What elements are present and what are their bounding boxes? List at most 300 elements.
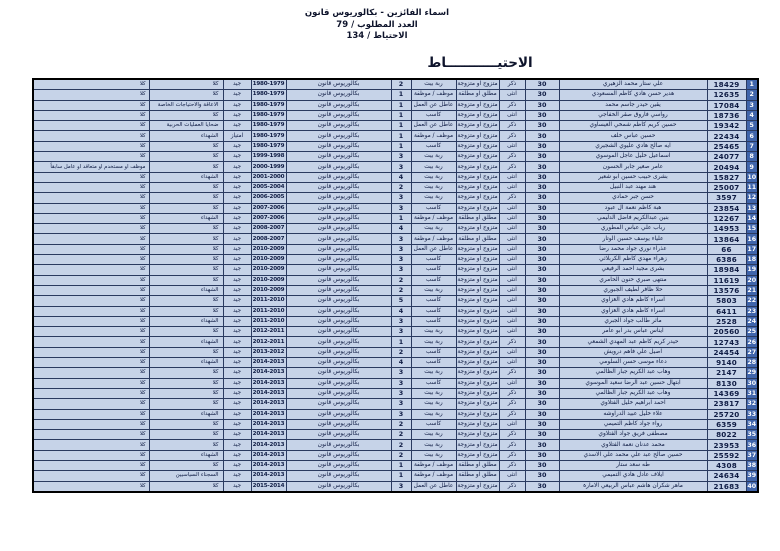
cell-graduation-years: 2005-2004: [251, 182, 286, 192]
cell-count: 1: [391, 110, 411, 120]
cell-category: كلا: [149, 90, 223, 100]
cell-age: 30: [525, 172, 559, 182]
table-row: [33, 430, 758, 440]
cell-row-number: 38: [747, 462, 757, 470]
cell-note: كلا: [33, 368, 149, 378]
cell-name: محمد عدنان نعمة الفتلاوي: [559, 440, 707, 450]
cell-note: كلا: [33, 182, 149, 192]
cell-gender: ذكر: [499, 79, 525, 90]
cell-marital-status: متزوج او متزوجة: [456, 152, 499, 162]
cell-gender: انثى: [499, 358, 525, 368]
cell-category: كلا: [149, 388, 223, 398]
cell-note: كلا: [33, 152, 149, 162]
cell-note: كلا: [33, 100, 149, 110]
cell-name: احمد ابراهيم خليل الفتلاوي: [559, 399, 707, 409]
cell-category: كلا: [149, 110, 223, 120]
cell-occupation: كاسب: [411, 110, 456, 120]
cell-row-number: 13: [747, 204, 757, 212]
cell-category: كلا: [149, 193, 223, 203]
cell-marital-status: متزوج او متزوجة: [456, 285, 499, 295]
cell-marital-status: متزوج او متزوجة: [456, 347, 499, 357]
cell-degree: بكالوريوس قانون: [286, 182, 391, 192]
cell-marital-status: متزوج او متزوجة: [456, 131, 499, 141]
cell-name: رباب علي عباس المطوري: [559, 224, 707, 234]
cell-graduation-years: 1980-1979: [251, 90, 286, 100]
cell-grade: جيد: [223, 440, 251, 450]
cell-degree: بكالوريوس قانون: [286, 110, 391, 120]
cell-graduation-years: 2010-2009: [251, 275, 286, 285]
cell-occupation: كاسب: [411, 358, 456, 368]
cell-count: 2: [391, 285, 411, 295]
cell-note: كلا: [33, 337, 149, 347]
table-row: [33, 162, 758, 172]
cell-count: 1: [391, 337, 411, 347]
cell-id: 13864: [707, 234, 746, 244]
cell-gender: انثى: [499, 419, 525, 429]
cell-row-number: 31: [747, 390, 757, 398]
cell-marital-status: متزوج او متزوجة: [456, 141, 499, 151]
cell-row-number: 39: [747, 472, 757, 480]
table-row: [33, 347, 758, 357]
cell-occupation: كاسب: [411, 316, 456, 326]
cell-note: كلا: [33, 265, 149, 275]
cell-graduation-years: 1980-1979: [251, 121, 286, 131]
cell-occupation: ربة بيت: [411, 79, 456, 90]
cell-category: كلا: [149, 234, 223, 244]
table-row: [33, 378, 758, 388]
cell-graduation-years: 2011-2010: [251, 296, 286, 306]
cell-count: 3: [391, 316, 411, 326]
table-row: [33, 285, 758, 295]
cell-grade: جيد: [223, 296, 251, 306]
cell-category: كلا: [149, 296, 223, 306]
cell-note: كلا: [33, 224, 149, 234]
cell-id: 4308: [707, 460, 746, 470]
cell-id: 5803: [707, 296, 746, 306]
cell-gender: انثى: [499, 275, 525, 285]
cell-count: 3: [391, 162, 411, 172]
cell-count: 3: [391, 368, 411, 378]
cell-age: 30: [525, 162, 559, 172]
cell-note: كلا: [33, 203, 149, 213]
cell-marital-status: متزوج او متزوجة: [456, 182, 499, 192]
cell-category: كلا: [149, 182, 223, 192]
cell-degree: بكالوريوس قانون: [286, 460, 391, 470]
cell-count: 2: [391, 79, 411, 90]
document-title: اسماء الفائزين - بكالوريوس قانون: [304, 8, 450, 18]
cell-count: 3: [391, 378, 411, 388]
cell-marital-status: متزوج او متزوجة: [456, 244, 499, 254]
cell-age: 30: [525, 440, 559, 450]
cell-row-number: 9: [746, 162, 758, 172]
cell-gender: انثى: [499, 90, 525, 100]
cell-gender: ذكر: [499, 121, 525, 131]
cell-gender: ذكر: [499, 399, 525, 409]
cell-row-number: 34: [747, 420, 757, 428]
table-row: [33, 100, 758, 110]
cell-id: 2147: [707, 368, 746, 378]
cell-age: 30: [525, 131, 559, 141]
cell-occupation: موظف / موظفة: [411, 234, 456, 244]
table-row: [33, 327, 758, 337]
cell-age: 30: [525, 100, 559, 110]
cell-note: كلا: [33, 141, 149, 151]
cell-gender: ذكر: [499, 481, 525, 492]
cell-occupation: ربة بيت: [411, 399, 456, 409]
cell-degree: بكالوريوس قانون: [286, 121, 391, 131]
cell-degree: بكالوريوس قانون: [286, 409, 391, 419]
cell-name: علي ستار محمد الزهيري: [559, 79, 707, 90]
cell-category: الشهداء: [149, 316, 223, 326]
table-row: [33, 234, 758, 244]
cell-occupation: عاطل عن العمل: [411, 100, 456, 110]
cell-occupation: موظف / موظفة: [411, 90, 456, 100]
cell-note: كلا: [33, 378, 149, 388]
cell-marital-status: متزوج او متزوجة: [456, 100, 499, 110]
cell-marital-status: متزوج او متزوجة: [456, 368, 499, 378]
cell-occupation: ربة بيت: [411, 440, 456, 450]
cell-count: 3: [391, 388, 411, 398]
cell-category: كلا: [149, 327, 223, 337]
cell-gender: ذكر: [499, 430, 525, 440]
cell-gender: انثى: [499, 234, 525, 244]
cell-graduation-years: 2014-2013: [251, 450, 286, 460]
cell-count: 2: [391, 450, 411, 460]
cell-id: 8130: [707, 378, 746, 388]
cell-note: موظف او مستخدم او متعاقد او عامل سابقاً: [33, 162, 149, 172]
cell-row-number: 26: [747, 338, 757, 346]
cell-occupation: كاسب: [411, 141, 456, 151]
cell-row-number: 15: [747, 225, 757, 233]
cell-graduation-years: 2011-2010: [251, 306, 286, 316]
cell-marital-status: متزوج او متزوجة: [456, 162, 499, 172]
cell-degree: بكالوريوس قانون: [286, 162, 391, 172]
cell-category: الشهداء: [149, 409, 223, 419]
cell-row-number: 33: [747, 410, 757, 418]
cell-graduation-years: 2014-2013: [251, 388, 286, 398]
cell-graduation-years: 2015-2014: [251, 481, 286, 492]
cell-graduation-years: 1980-1979: [251, 79, 286, 90]
cell-graduation-years: 2014-2013: [251, 368, 286, 378]
cell-age: 30: [525, 460, 559, 470]
cell-id: 13576: [707, 285, 746, 295]
cell-note: كلا: [33, 347, 149, 357]
reserve-count-line: الاحتياط / 134: [346, 31, 408, 41]
cell-occupation: كاسب: [411, 419, 456, 429]
cell-degree: بكالوريوس قانون: [286, 399, 391, 409]
cell-occupation: كاسب: [411, 306, 456, 316]
cell-occupation: موظف / موظفة: [411, 460, 456, 470]
cell-name: ماهر شكران هاشم عباس الربيعي الامارة: [559, 481, 707, 492]
cell-grade: جيد: [223, 90, 251, 100]
cell-name: بشرى مجيد احمد الرفيعي: [559, 265, 707, 275]
cell-grade: جيد: [223, 79, 251, 90]
cell-name: رواء جواد كاظم التميمي: [559, 419, 707, 429]
cell-degree: بكالوريوس قانون: [286, 131, 391, 141]
cell-count: 3: [391, 193, 411, 203]
cell-marital-status: متزوج او متزوجة: [456, 110, 499, 120]
cell-occupation: كاسب: [411, 255, 456, 265]
cell-age: 30: [525, 430, 559, 440]
cell-gender: انثى: [499, 285, 525, 295]
cell-row-number: 27: [747, 348, 757, 356]
cell-category: كلا: [149, 203, 223, 213]
cell-row-number: 7: [746, 141, 758, 151]
cell-id: 24454: [707, 347, 746, 357]
cell-name: هبة كاظم نعمة ال عبود: [559, 203, 707, 213]
cell-name: رواسي فاروق صقر الخفاجي: [559, 110, 707, 120]
cell-name: بشرى حبيب حسين ابو شعير: [559, 172, 707, 182]
cell-age: 30: [525, 388, 559, 398]
cell-degree: بكالوريوس قانون: [286, 337, 391, 347]
cell-name: عامر صغير جابر الحسون: [559, 162, 707, 172]
cell-graduation-years: 2014-2013: [251, 378, 286, 388]
cell-age: 30: [525, 306, 559, 316]
cell-id: 9140: [707, 358, 746, 368]
cell-grade: جيد: [223, 347, 251, 357]
cell-grade: جيد: [223, 203, 251, 213]
cell-marital-status: متزوج او متزوجة: [456, 430, 499, 440]
cell-name: ايلاف عادل هادي التميمي: [559, 471, 707, 481]
cell-category: الشهداء: [149, 172, 223, 182]
cell-age: 30: [525, 358, 559, 368]
cell-gender: ذكر: [499, 460, 525, 470]
cell-degree: بكالوريوس قانون: [286, 172, 391, 182]
cell-id: 15827: [707, 172, 746, 182]
cell-degree: بكالوريوس قانون: [286, 296, 391, 306]
cell-id: 14369: [707, 388, 746, 398]
cell-grade: جيد: [223, 234, 251, 244]
cell-category: كلا: [149, 152, 223, 162]
cell-graduation-years: 1980-1979: [251, 110, 286, 120]
cell-marital-status: متزوج او متزوجة: [456, 306, 499, 316]
cell-gender: انثى: [499, 213, 525, 223]
cell-category: ضحايا العمليات الحربية: [149, 121, 223, 131]
cell-age: 30: [525, 182, 559, 192]
cell-age: 30: [525, 327, 559, 337]
cell-row-number: 14: [747, 215, 757, 222]
table-row: [33, 152, 758, 162]
cell-gender: ذكر: [499, 162, 525, 172]
cell-degree: بكالوريوس قانون: [286, 285, 391, 295]
cell-row-number: 37: [747, 451, 757, 459]
cell-gender: انثى: [499, 347, 525, 357]
cell-grade: جيد: [223, 399, 251, 409]
cell-name: منتهى صبري حنون الحامري: [559, 275, 707, 285]
table-row: [33, 481, 758, 492]
table-row: [33, 306, 758, 316]
cell-grade: جيد: [223, 162, 251, 172]
cell-grade: جيد: [223, 368, 251, 378]
cell-id: 12635: [707, 90, 746, 100]
cell-id: 25465: [707, 141, 746, 151]
cell-name: اسماعيل خليل عاجل الموسوي: [559, 152, 707, 162]
cell-occupation: موظف / موظفة: [411, 213, 456, 223]
cell-grade: جيد: [223, 306, 251, 316]
table-row: [33, 79, 758, 90]
cell-grade: جيد: [223, 182, 251, 192]
cell-grade: جيد: [223, 244, 251, 254]
cell-count: 1: [391, 213, 411, 223]
cell-category: كلا: [149, 224, 223, 234]
cell-id: 12743: [707, 337, 746, 347]
cell-gender: انثى: [499, 203, 525, 213]
cell-age: 30: [525, 255, 559, 265]
cell-degree: بكالوريوس قانون: [286, 265, 391, 275]
cell-graduation-years: 2014-2013: [251, 430, 286, 440]
cell-row-number: 30: [747, 379, 757, 387]
cell-note: كلا: [33, 255, 149, 265]
cell-gender: انثى: [499, 378, 525, 388]
cell-gender: انثى: [499, 110, 525, 120]
cell-category: كلا: [149, 162, 223, 172]
cell-note: كلا: [33, 121, 149, 131]
cell-gender: انثى: [499, 141, 525, 151]
cell-degree: بكالوريوس قانون: [286, 90, 391, 100]
cell-marital-status: متزوج او متزوجة: [456, 409, 499, 419]
cell-occupation: موظف / موظفة: [411, 471, 456, 481]
cell-note: كلا: [33, 193, 149, 203]
cell-id: 24634: [707, 471, 746, 481]
cell-row-number: 4: [746, 110, 758, 120]
cell-grade: جيد: [223, 337, 251, 347]
cell-graduation-years: 2011-2010: [251, 316, 286, 326]
cell-marital-status: متزوج او متزوجة: [456, 388, 499, 398]
cell-age: 30: [525, 378, 559, 388]
cell-degree: بكالوريوس قانون: [286, 378, 391, 388]
cell-grade: جيد: [223, 100, 251, 110]
cell-graduation-years: 2013-2012: [251, 347, 286, 357]
table-row: [33, 265, 758, 275]
cell-occupation: ربة بيت: [411, 172, 456, 182]
cell-note: كلا: [33, 172, 149, 182]
cell-category: الشهداء: [149, 131, 223, 141]
cell-id: 12267: [707, 213, 746, 223]
cell-graduation-years: 2007-2006: [251, 213, 286, 223]
cell-marital-status: متزوج او متزوجة: [456, 79, 499, 90]
cell-marital-status: متزوج او متزوجة: [456, 193, 499, 203]
cell-note: كلا: [33, 306, 149, 316]
cell-id: 14953: [707, 224, 746, 234]
table-row: [33, 244, 758, 254]
cell-grade: جيد: [223, 255, 251, 265]
cell-note: كلا: [33, 285, 149, 295]
cell-count: 3: [391, 203, 411, 213]
cell-graduation-years: 2014-2013: [251, 399, 286, 409]
cell-id: 6411: [707, 306, 746, 316]
cell-occupation: ربة بيت: [411, 368, 456, 378]
cell-age: 30: [525, 265, 559, 275]
cell-occupation: ربة بيت: [411, 224, 456, 234]
cell-row-number: 25: [747, 328, 757, 336]
cell-name: عذراء نوري جواد محمد رضا: [559, 244, 707, 254]
cell-gender: انثى: [499, 265, 525, 275]
cell-count: 3: [391, 265, 411, 275]
cell-age: 30: [525, 347, 559, 357]
cell-row-number: 23: [747, 307, 757, 315]
cell-name: وهاب عبد الكريم جبار الظالمي: [559, 368, 707, 378]
table-row: [33, 275, 758, 285]
cell-id: 3597: [707, 193, 746, 203]
cell-name: حسين كريم كاظم شمخي العيساوي: [559, 121, 707, 131]
table-row: [33, 121, 758, 131]
cell-degree: بكالوريوس قانون: [286, 316, 391, 326]
section-heading-reserve: الاحتيـــــــــــاط: [427, 55, 533, 71]
cell-gender: انثى: [499, 182, 525, 192]
cell-marital-status: متزوج او متزوجة: [456, 378, 499, 388]
cell-graduation-years: 1980-1979: [251, 141, 286, 151]
cell-graduation-years: 2014-2013: [251, 409, 286, 419]
cell-category: كلا: [149, 368, 223, 378]
cell-id: 25592: [707, 450, 746, 460]
cell-occupation: ربة بيت: [411, 152, 456, 162]
cell-age: 30: [525, 213, 559, 223]
cell-occupation: ربة بيت: [411, 409, 456, 419]
cell-category: كلا: [149, 79, 223, 90]
table-row: [33, 141, 758, 151]
cell-graduation-years: 1999-1998: [251, 152, 286, 162]
table-row: [33, 440, 758, 450]
cell-category: الشهداء: [149, 358, 223, 368]
cell-marital-status: متزوج او متزوجة: [456, 316, 499, 326]
cell-degree: بكالوريوس قانون: [286, 79, 391, 90]
cell-degree: بكالوريوس قانون: [286, 368, 391, 378]
cell-name: ايناس عباس بدر ابو عامر: [559, 327, 707, 337]
cell-occupation: عاطل عن العمل: [411, 481, 456, 492]
cell-row-number: 16: [747, 235, 757, 243]
cell-gender: انثى: [499, 316, 525, 326]
table-row: [33, 193, 758, 203]
cell-name: اسراء كاظم هادي الغزاوي: [559, 306, 707, 316]
cell-age: 30: [525, 224, 559, 234]
cell-graduation-years: 2006-2005: [251, 193, 286, 203]
cell-id: 24077: [707, 152, 746, 162]
cell-row-number: 8: [746, 152, 758, 162]
cell-note: كلا: [33, 110, 149, 120]
cell-marital-status: مطلق او مطلقة: [456, 90, 499, 100]
cell-grade: جيد: [223, 409, 251, 419]
cell-count: 2: [391, 419, 411, 429]
cell-category: كلا: [149, 399, 223, 409]
cell-occupation: عاطل عن العمل: [411, 244, 456, 254]
cell-category: كلا: [149, 347, 223, 357]
cell-graduation-years: 2001-2000: [251, 172, 286, 182]
cell-occupation: ربة بيت: [411, 193, 456, 203]
cell-id: 25007: [707, 182, 746, 192]
cell-marital-status: مطلق او مطلقة: [456, 213, 499, 223]
cell-degree: بكالوريوس قانون: [286, 193, 391, 203]
cell-occupation: عاطل عن العمل: [411, 121, 456, 131]
cell-id: 21683: [707, 481, 746, 492]
table-row: [33, 368, 758, 378]
cell-count: 4: [391, 358, 411, 368]
cell-gender: انثى: [499, 471, 525, 481]
cell-graduation-years: 2010-2009: [251, 265, 286, 275]
cell-count: 1: [391, 90, 411, 100]
cell-category: كلا: [149, 378, 223, 388]
table-row: [33, 450, 758, 460]
cell-gender: انثى: [499, 244, 525, 254]
cell-category: كلا: [149, 275, 223, 285]
cell-degree: بكالوريوس قانون: [286, 440, 391, 450]
cell-grade: جيد: [223, 265, 251, 275]
table-row: [33, 182, 758, 192]
cell-category: كلا: [149, 141, 223, 151]
cell-note: كلا: [33, 296, 149, 306]
cell-note: كلا: [33, 471, 149, 481]
cell-occupation: كاسب: [411, 203, 456, 213]
cell-degree: بكالوريوس قانون: [286, 203, 391, 213]
